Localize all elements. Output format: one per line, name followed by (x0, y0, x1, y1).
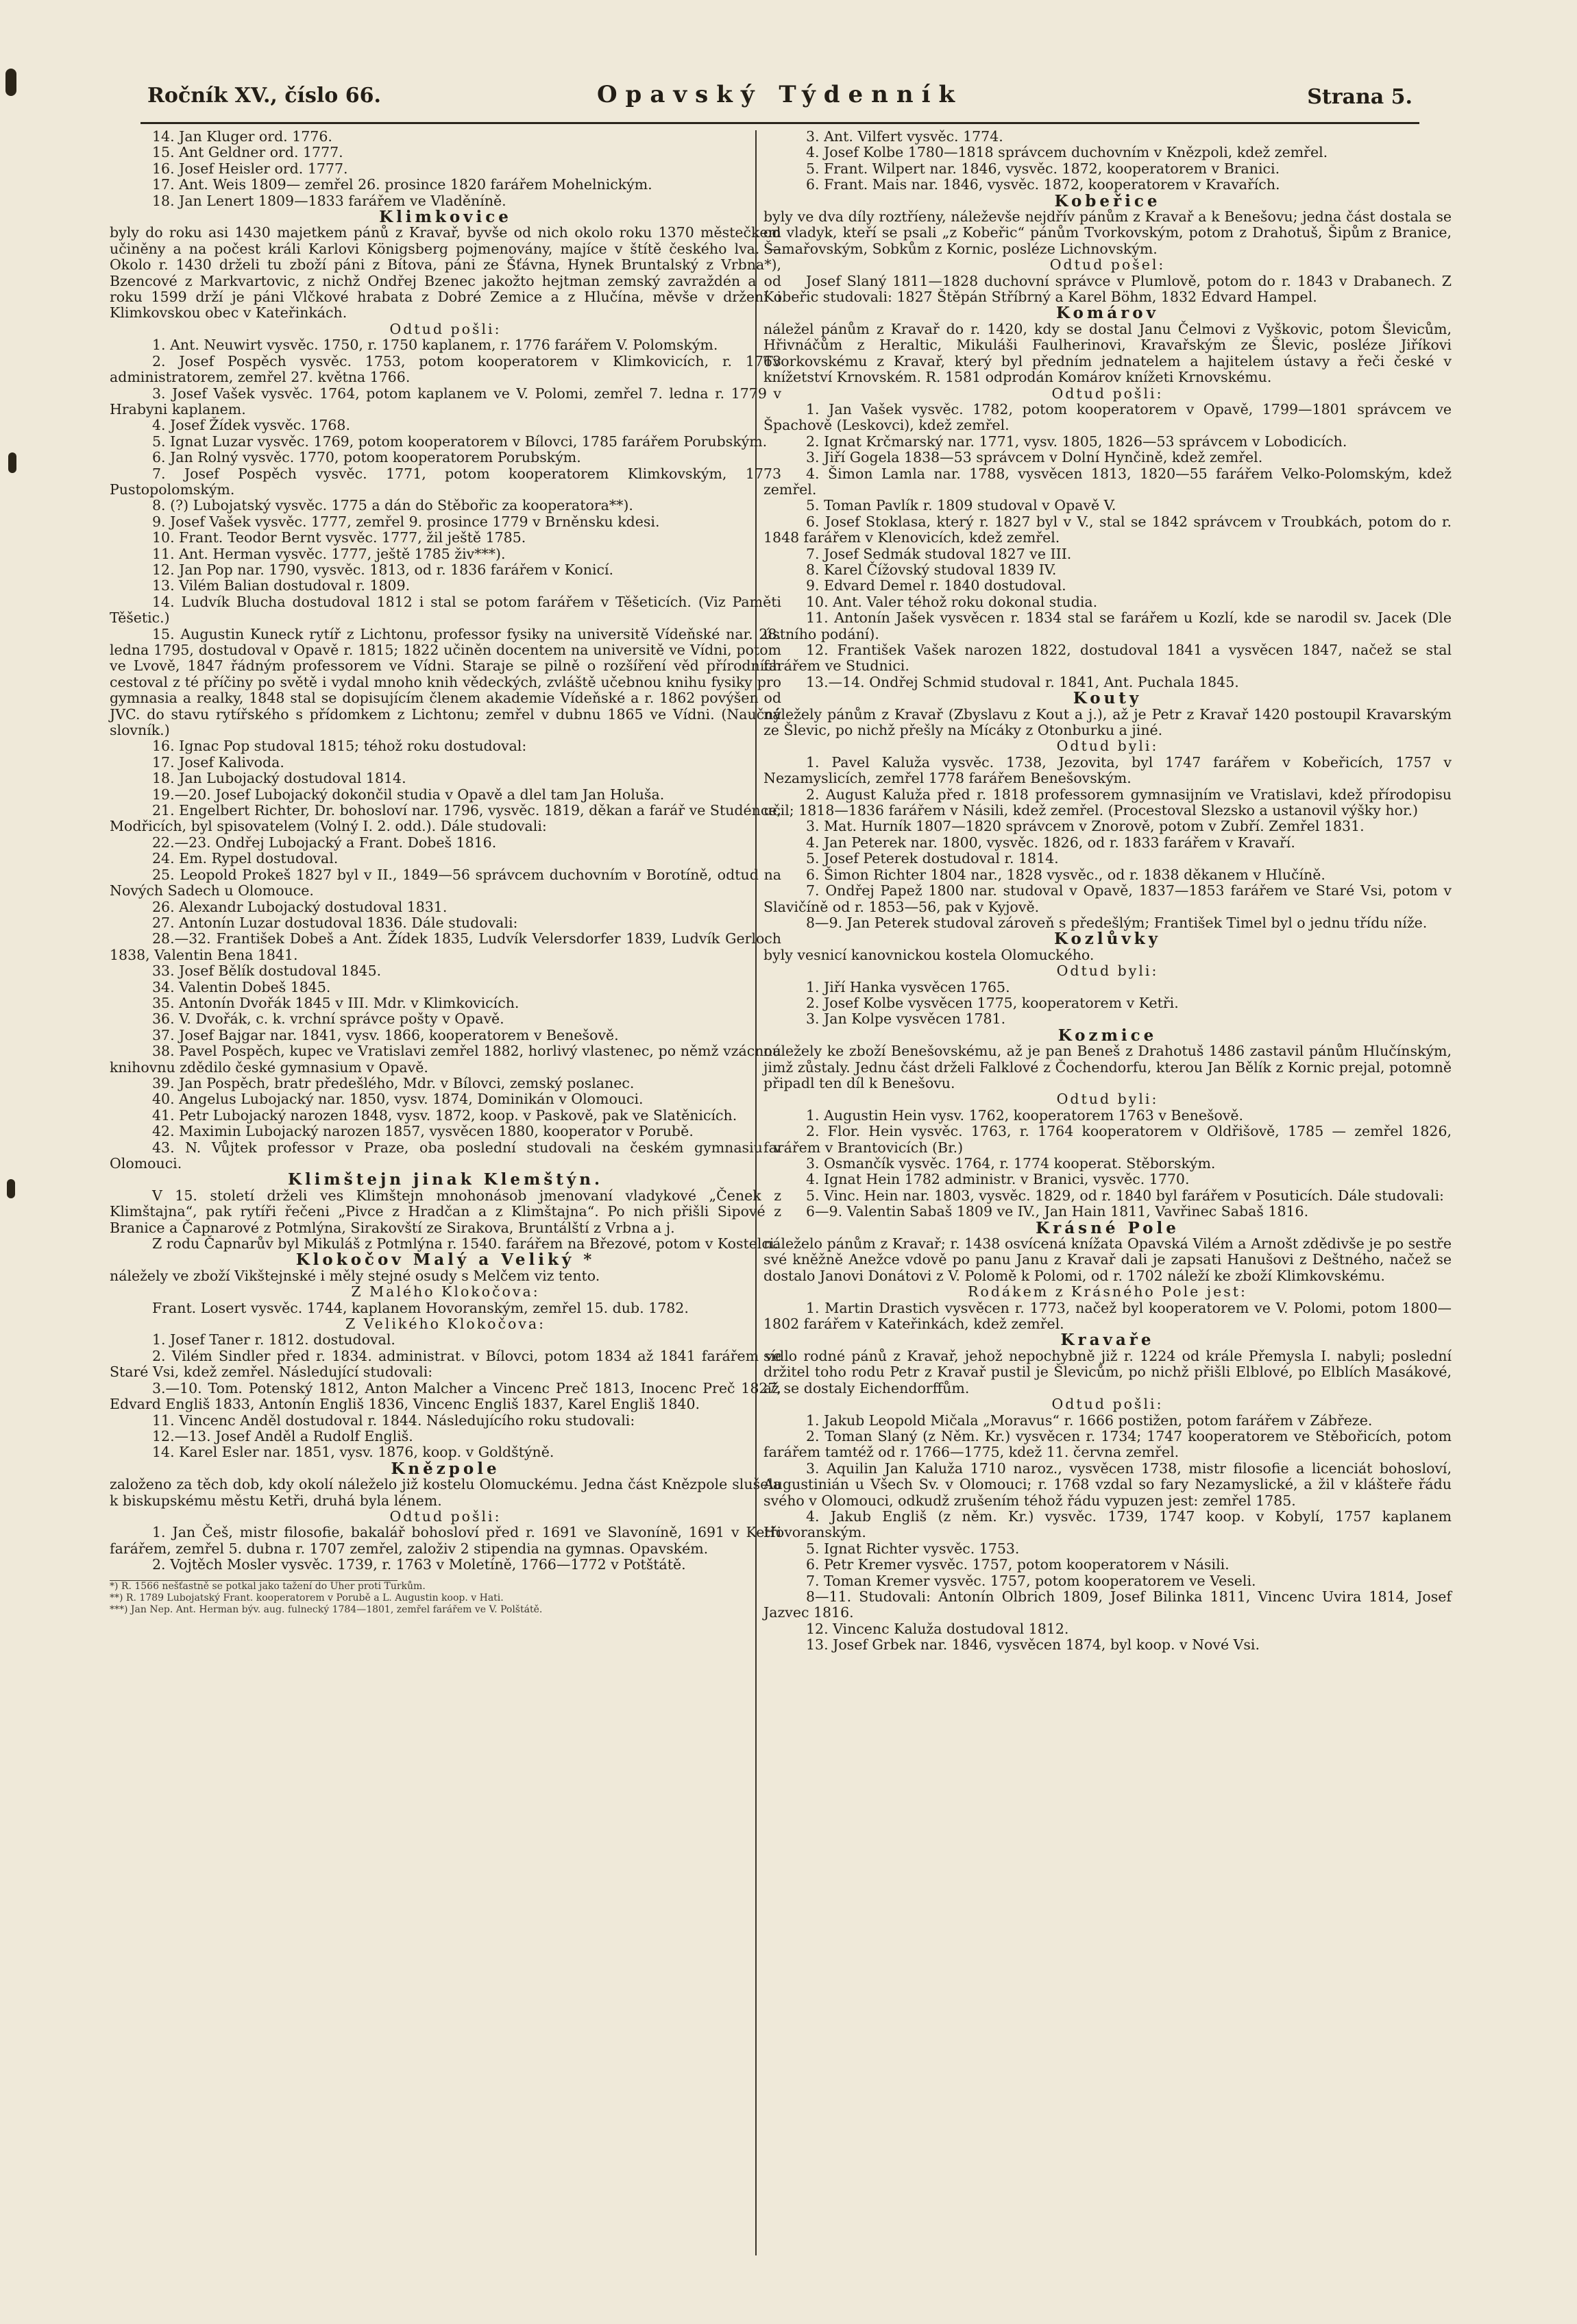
paragraph: 7. Ondřej Papež 1800 nar. studoval v Opavě, 1837—1853 farářem ve Staré Vsi, potom v Slavičíně od r. 1853—56, pak v Kyjově. (763, 882, 1452, 915)
subheading: Odtud pošli: (389, 320, 502, 337)
paragraph: 34. Valentin Dobeš 1845. (152, 978, 331, 995)
paragraph: 15. Augustin Kuneck rytíř z Lichtonu, professor fysiky na universitě Vídeňské nar. 28. ledna 1795, dostudoval v Opavě r. 1815; 1822 učiněn docentem na universitě ve Vídni, potom ve Lvově, 1847 řádným professorem ve Vídni. Staraje se pilně o rozšíření věd přírodních cestoval z té příčiny po světě i vydal mnoho knih vědeckých, zvláště učebnou knihu fysiky pro gymnasia a realky, 1848 stal se dopisujícím členem akademie Vídeňské a r. 1862 povýšen od JVC. do stavu rytířského s přídomkem z Lichtonu; zemřel v dubnu 1865 ve Vídni. (Naučný slovník.) (110, 625, 781, 739)
paragraph: 1. Josef Taner r. 1812. dostudoval. (152, 1331, 395, 1348)
paragraph: 13. Josef Grbek nar. 1846, vysvěcen 1874, byl koop. v Nové Vsi. (806, 1636, 1260, 1654)
left-column (110, 129, 781, 1616)
paragraph: náležel pánům z Kravař do r. 1420, kdy se dostal Janu Čelmovi z Vyškovic, potom Šlevicům, Hřivnáčům z Heraltic, Mikuláši Faulherinovi, Kravařským ze Šlevic, posléze Jiříkovi Tvorkovskému z Kravař, který byl předním jednatelem a hajitelem ústavy a řeči české v knížetství Krnovském. R. 1581 odprodán Komárov knížeti Krnovskému. (763, 320, 1452, 386)
paragraph: 1. Jiří Hanka vysvěcen 1765. (806, 978, 1010, 995)
header-rule (140, 122, 1419, 124)
paragraph: 39. Jan Pospěch, bratr předešlého, Mdr. v Bílovci, zemský poslanec. (152, 1074, 635, 1091)
paragraph: 12.—13. Josef Anděl a Rudolf Engliš. (152, 1427, 413, 1444)
paragraph: 15. Ant Geldner ord. 1777. (152, 144, 343, 161)
paragraph: 26. Alexandr Lubojacký dostudoval 1831. (152, 898, 448, 915)
section-heading: Knězpole (391, 1459, 500, 1478)
paragraph: 12. František Vašek narozen 1822, dostudoval 1841 a vysvěcen 1847, načež se stal farářem ve Studnici. (763, 642, 1452, 675)
section-heading: Klokočov Malý a Veliký * (295, 1250, 596, 1270)
paragraph: 6. Petr Kremer vysvěc. 1757, potom kooperatorem v Násili. (806, 1556, 1230, 1573)
subheading: Odtud pošel: (1049, 256, 1166, 274)
section-heading: Kozmice (1058, 1026, 1158, 1045)
paragraph: 6. Šimon Richter 1804 nar., 1828 vysvěc., od r. 1838 děkanem v Hlučíně. (806, 866, 1325, 883)
paragraph: 25. Leopold Prokeš 1827 byl v II., 1849—56 správcem duchovním v Borotíně, odtud na Nových Sadech u Olomouce. (110, 866, 781, 899)
footnote: ***) Jan Nep. Ant. Herman býv. aug. fulnecký 1784—1801, zemřel farářem ve V. Polštátě. (110, 1603, 543, 1615)
paragraph: 19.—20. Josef Lubojacký dokončil studia v Opavě a dlel tam Jan Holuša. (152, 786, 665, 803)
paragraph: 14. Ludvík Blucha dostudoval 1812 i stal se potom farářem v Těšeticích. (Viz Paměti Těšetic.) (110, 593, 781, 627)
paragraph: 4. Ignat Hein 1782 administr. v Branici, vysvěc. 1770. (806, 1171, 1190, 1188)
binding-mark (8, 452, 16, 473)
paragraph: sídlo rodné pánů z Kravař, jehož nepochybně již r. 1224 od krále Přemysla I. nabyli; poslední držitel toho rodu Petr z Kravař pustil je Šlevicům, po nichž přišli Elblové, po Elblích Masákové, až se dostaly Eichendorffům. (763, 1347, 1452, 1396)
paragraph: 18. Jan Lenert 1809—1833 farářem ve Vladěníně. (152, 192, 506, 209)
paragraph: založeno za těch dob, kdy okolí náleželo již kostelu Olomuckému. Jedna část Knězpole slušela k biskupskému městu Ketři, druhá byla lénem. (110, 1476, 781, 1509)
paragraph: 17. Josef Kalivoda. (152, 753, 284, 771)
paragraph: 24. Em. Rypel dostudoval. (152, 850, 339, 867)
section-heading: Kobeřice (1054, 191, 1161, 210)
page-number: Strana 5. (1307, 85, 1413, 109)
issue-number: Ročník XV., číslo 66. (147, 84, 381, 108)
section-heading: Klimštejn jinak Klemštýn. (287, 1170, 604, 1189)
paragraph: 17. Ant. Weis 1809— zemřel 26. prosince 1820 farářem Mohelnickým. (152, 176, 652, 193)
paragraph: 1. Ant. Neuwirt vysvěc. 1750, r. 1750 kaplanem, r. 1776 farářem V. Polomským. (152, 337, 718, 354)
binding-mark (7, 1179, 15, 1198)
paragraph: 13.—14. Ondřej Schmid studoval r. 1841, Ant. Puchala 1845. (806, 673, 1239, 690)
paragraph: 2. Josef Kolbe vysvěcen 1775, kooperatorem v Ketři. (806, 994, 1179, 1011)
paragraph: 4. Josef Žídek vysvěc. 1768. (152, 417, 350, 434)
paragraph: 16. Ignac Pop studoval 1815; téhož roku dostudoval: (152, 738, 527, 755)
paragraph: 3. Mat. Hurník 1807—1820 správcem v Znorově, potom v Zubří. Zemřel 1831. (806, 818, 1365, 835)
right-column (763, 129, 1452, 1654)
paragraph: 8. (?) Lubojatský vysvěc. 1775 a dán do Stěbořic za kooperatora**). (152, 497, 633, 514)
paragraph: 41. Petr Lubojacký narozen 1848, vysv. 1872, koop. v Paskově, pak ve Slatěnicích. (152, 1106, 737, 1124)
paragraph: 9. Edvard Demel r. 1840 dostudoval. (806, 577, 1066, 594)
paragraph: 3. Osmančík vysvěc. 1764, r. 1774 kooperat. Stěborským. (806, 1155, 1216, 1172)
paragraph: 14. Jan Kluger ord. 1776. (152, 128, 332, 145)
paragraph: 36. V. Dvořák, c. k. vrchní správce pošty v Opavě. (152, 1010, 504, 1028)
subheading: Odtud pošli: (389, 1508, 502, 1525)
paragraph: 28.—32. František Dobeš a Ant. Žídek 1835, Ludvík Velersdorfer 1839, Ludvík Gerloch 1838, Valentin Bena 1841. (110, 930, 781, 963)
subheading: Z Malého Klokočova: (351, 1283, 540, 1300)
paragraph: 3. Aquilin Jan Kaluža 1710 naroz., vysvěcen 1738, mistr filosofie a licenciát bohosloví, Augustinián u Všech Sv. v Olomouci; r. 1768 vzdal so fary Nezamyslické, a žil v klášteře řádu svého v Olomouci, odkudž zrušením téhož řádu vypuzen jest: zemřel 1785. (763, 1460, 1452, 1509)
paragraph: 14. Karel Esler nar. 1851, vysv. 1876, koop. v Goldštýně. (152, 1444, 554, 1461)
paragraph: 7. Josef Sedmák studoval 1827 ve III. (806, 545, 1072, 562)
paragraph: 5. Toman Pavlík r. 1809 studoval v Opavě V. (806, 497, 1116, 514)
paragraph: 16. Josef Heisler ord. 1777. (152, 160, 348, 177)
section-heading: Komárov (1056, 304, 1159, 323)
paragraph: 11. Ant. Herman vysvěc. 1777, ještě 1785 živ***). (152, 545, 506, 562)
paragraph: 2. Vojtěch Mosler vysvěc. 1739, r. 1763 v Moletíně, 1766—1772 v Potštátě. (152, 1556, 686, 1573)
paragraph: 5. Vinc. Hein nar. 1803, vysvěc. 1829, od r. 1840 byl farářem v Posuticích. Dále studovali: (806, 1187, 1444, 1204)
paragraph: náležely ve zboží Vikštejnské i měly stejné osudy s Melčem viz tento. (110, 1267, 600, 1284)
paragraph: 1. Jan Vašek vysvěc. 1782, potom kooperatorem v Opavě, 1799—1801 správcem ve Špachově (Leskovci), kdež zemřel. (763, 400, 1452, 434)
subheading: Odtud byli: (1056, 1091, 1159, 1108)
paragraph: 18. Jan Lubojacký dostudoval 1814. (152, 770, 406, 787)
paragraph: 9. Josef Vašek vysvěc. 1777, zemřel 9. prosince 1779 v Brněnsku kdesi. (152, 513, 660, 530)
subheading: Z Velikého Klokočova: (345, 1316, 546, 1333)
section-heading: Kravaře (1060, 1331, 1155, 1350)
paragraph: 11. Vincenc Anděl dostudoval r. 1844. Následujícího roku studovali: (152, 1412, 635, 1429)
paragraph: 3. Ant. Vilfert vysvěc. 1774. (806, 128, 1003, 145)
paragraph: 6. Jan Rolný vysvěc. 1770, potom kooperatorem Porubským. (152, 449, 581, 466)
paragraph: Z rodu Čapnarův byl Mikuláš z Potmlýna r. 1540. farářem na Březové, potom v Kostelci. (152, 1235, 779, 1252)
paragraph: 2. Toman Slaný (z Něm. Kr.) vysvěcen r. 1734; 1747 kooperatorem ve Stěbořicích, potom farářem tamtéž od r. 1766—1775, kdež 11. června zemřel. (763, 1427, 1452, 1461)
paragraph: 2. Flor. Hein vysvěc. 1763, r. 1764 kooperatorem v Oldřišově, 1785 — zemřel 1826, farářem v Brantovicích (Br.) (763, 1123, 1452, 1156)
paragraph: náležely pánům z Kravař (Zbyslavu z Kout a j.), až je Petr z Kravař 1420 postoupil Kravarským ze Šlevic, po nichž přešly na Mícáky z Otonburku a jiné. (763, 705, 1452, 739)
paragraph: 27. Antonín Luzar dostudoval 1836. Dále studovali: (152, 914, 518, 931)
paragraph: 7. Josef Pospěch vysvěc. 1771, potom kooperatorem Klimkovským, 1773 Pustopolomským. (110, 465, 781, 498)
paragraph: 37. Josef Bajgar nar. 1841, vysv. 1866, kooperatorem v Benešově. (152, 1026, 619, 1043)
paragraph: 7. Toman Kremer vysvěc. 1757, potom kooperatorem ve Veseli. (806, 1572, 1256, 1589)
paragraph: náležely ke zboží Benešovskému, až je pan Beneš z Drahotuš 1486 zastavil pánům Hlučínským, jimž zůstaly. Jednu část drželi Falklové z Čochendorfu, kterou Jan Bělík z Kornic prejal, potomně připadl ten díl k Benešovu. (763, 1043, 1452, 1091)
paragraph: 12. Vincenc Kaluža dostudoval 1812. (806, 1620, 1069, 1637)
paragraph: 1. Jan Češ, mistr filosofie, bakalář bohosloví před r. 1691 ve Slavoníně, 1691 v Ketři farářem, zemřel 5. dubna r. 1707 zemřel, založiv 2 stipendia na gymnas. Opavském. (110, 1524, 781, 1557)
paragraph: 8—9. Jan Peterek studoval zároveň s předešlým; František Timel byl o jednu třídu níže. (806, 914, 1428, 931)
section-heading: Kozlůvky (1053, 930, 1161, 949)
paragraph: náleželo pánům z Kravař; r. 1438 osvícená knížata Opavská Vilém a Arnošt zdědivše je po sestře své kněžně Anežce vdově po panu Janu z Kravař dali je zapsati Hanušovi z Deštného, načež se dostalo Janovi Donátovi z V. Polomě k Polomi, od r. 1702 náleží ke zboží Klimkovskému. (763, 1235, 1452, 1284)
paragraph: 5. Ignat Richter vysvěc. 1753. (806, 1540, 1020, 1557)
paragraph: 11. Antonín Jašek vysvěcen r. 1834 stal se farářem u Kozlí, kde se narodil sv. Jacek (Dle ústního podání). (763, 609, 1452, 642)
paragraph: 8. Karel Čížovský studoval 1839 IV. (806, 561, 1057, 578)
paragraph: 5. Josef Peterek dostudoval r. 1814. (806, 850, 1059, 867)
paragraph: 2. Vilém Sindler před r. 1834. administrat. v Bílovci, potom 1834 až 1841 farářem ve Staré Vsi, kdež zemřel. Následující studovali: (110, 1347, 781, 1381)
subheading: Odtud byli: (1056, 963, 1159, 980)
footnote: *) R. 1566 nešťastně se potkal jako tažení do Uher proti Turkům. (110, 1580, 426, 1592)
paragraph: 42. Maximin Lubojacký narozen 1857, vysvěcen 1880, kooperator v Porubě. (152, 1123, 694, 1140)
paragraph: 6—9. Valentin Sabaš 1809 ve IV., Jan Hain 1811, Vavřinec Sabaš 1816. (806, 1203, 1309, 1220)
paragraph: 4. Šimon Lamla nar. 1788, vysvěcen 1813, 1820—55 farářem Velko-Polomským, kdež zemřel. (763, 465, 1452, 498)
paragraph: 40. Angelus Lubojacký nar. 1850, vysv. 1874, Dominikán v Olomouci. (152, 1091, 644, 1108)
paragraph: 38. Pavel Pospěch, kupec ve Vratislavi zemřel 1882, horlivý vlastenec, po němž vzácnou knihovnu zdědilo české gymnasium v Opavě. (110, 1043, 781, 1076)
paragraph: 1. Martin Drastich vysvěcen r. 1773, načež byl kooperatorem ve V. Polomi, potom 1800—1802 farářem v Kateřinkách, kdež zemřel. (763, 1299, 1452, 1333)
paragraph: 8—11. Studovali: Antonín Olbrich 1809, Josef Bilinka 1811, Vincenc Uvira 1814, Josef Jazvec 1816. (763, 1588, 1452, 1621)
section-heading: Klimkovice (379, 208, 512, 227)
paragraph: 6. Frant. Mais nar. 1846, vysvěc. 1872, kooperatorem v Kravařích. (806, 176, 1280, 193)
newspaper-title: Opavský Týdenník (596, 81, 964, 108)
paragraph: 35. Antonín Dvořák 1845 v III. Mdr. v Klimkovicích. (152, 994, 519, 1011)
section-heading: Krásné Pole (1036, 1218, 1179, 1237)
subheading: Odtud pošli: (1051, 385, 1164, 402)
paragraph: 2. Josef Pospěch vysvěc. 1753, potom kooperatorem v Klimkovicích, r. 1763 administratorem, zemřel 27. května 1766. (110, 352, 781, 386)
paragraph: 3. Jan Kolpe vysvěcen 1781. (806, 1010, 1006, 1028)
paragraph: 5. Frant. Wilpert nar. 1846, vysvěc. 1872, kooperatorem v Branici. (806, 160, 1280, 177)
paragraph: 43. N. Vůjtek professor v Praze, oba poslední studovali na českém gymnasiu v Olomouci. (110, 1139, 781, 1172)
paragraph: 10. Ant. Valer téhož roku dokonal studia. (806, 593, 1098, 610)
paragraph: 4. Josef Kolbe 1780—1818 správcem duchovním v Knězpoli, kdež zemřel. (806, 144, 1328, 161)
paragraph: 22.—23. Ondřej Lubojacký a Frant. Dobeš 1816. (152, 834, 497, 851)
paragraph: 3. Jiří Gogela 1838—53 správcem v Dolní Hynčině, kdež zemřel. (806, 449, 1263, 466)
section-heading: Kouty (1073, 689, 1142, 708)
binding-mark (5, 69, 16, 96)
paragraph: 1. Jakub Leopold Mičala „Moravus“ r. 1666 postižen, potom farářem v Zábřeze. (806, 1412, 1373, 1429)
paragraph: 2. Ignat Krčmarský nar. 1771, vysv. 1805, 1826—53 správcem v Lobodicích. (806, 433, 1347, 450)
paragraph: 4. Jan Peterek nar. 1800, vysvěc. 1826, od r. 1833 farářem v Kravaří. (806, 834, 1295, 851)
paragraph: V 15. století drželi ves Klimštejn mnohonásob jmenovaní vladykové „Čenek z Klimštajna“, pak rytíři řečeni „Pivce z Hradčan a z Klimštajna“. Po nich přišli Sipové z Branice a Čapnarové z Potmlýna, Sirakovští ze Sirakova, Bruntálští z Vrbna a j. (110, 1187, 781, 1236)
paragraph: byly vesnicí kanovnickou kostela Olomuckého. (763, 946, 1095, 963)
subheading: Rodákem z Krásného Pole jest: (968, 1283, 1247, 1300)
subheading: Odtud pošli: (1051, 1396, 1164, 1413)
paragraph: 10. Frant. Teodor Bernt vysvěc. 1777, žil ještě 1785. (152, 529, 526, 546)
paragraph: 13. Vilém Balian dostudoval r. 1809. (152, 577, 411, 594)
paragraph: 21. Engelbert Richter, Dr. bohosloví nar. 1796, vysvěc. 1819, děkan a farář ve Studénce, Modřicích, byl spisovatelem (Volný I. 2. odd.). Dále studovali: (110, 802, 781, 835)
paragraph: 4. Jakub Engliš (z něm. Kr.) vysvěc. 1739, 1747 koop. v Kobylí, 1757 kaplanem Hovoranským. (763, 1508, 1452, 1541)
subheading: Odtud byli: (1056, 738, 1159, 755)
paragraph: 6. Josef Stoklasa, který r. 1827 byl v V., stal se 1842 správcem v Troubkách, potom do r. 1848 farářem v Klenovicích, kdež zemřel. (763, 513, 1452, 546)
paragraph: 5. Ignat Luzar vysvěc. 1769, potom kooperatorem v Bílovci, 1785 farářem Porubským. (152, 433, 768, 450)
paragraph: Josef Slaný 1811—1828 duchovní správce v Plumlově, potom do r. 1843 v Drabanech. Z Kobeřic studovali: 1827 Štěpán Stříbrný a Karel Böhm, 1832 Edvard Hampel. (763, 272, 1452, 306)
paragraph: 3. Josef Vašek vysvěc. 1764, potom kaplanem ve V. Polomi, zemřel 7. ledna r. 1779 v Hrabyni kaplanem. (110, 385, 781, 417)
paragraph: 12. Jan Pop nar. 1790, vysvěc. 1813, od r. 1836 farářem v Konicí. (152, 561, 614, 578)
paragraph: byly ve dva díly roztříeny, náleževše nejdřív pánům z Kravař a k Benešovu; jedna část dostala se od vladyk, kteří se psali „z Kobeřic“ pánům Tvorkovským, potom z Drahotuš, Šipům z Branice, Šamařovským, Sobkům z Kornic, posléze Lichnovským. (763, 208, 1452, 257)
paragraph: 2. August Kaluža před r. 1818 professorem gymnasijním ve Vratislavi, kdež přírodopisu učil; 1818—1836 farářem v Násili, kdež zemřel. (Procestoval Slezsko a ustanovil výšky hor.) (763, 786, 1452, 819)
paragraph: 1. Pavel Kaluža vysvěc. 1738, Jezovita, byl 1747 farářem v Kobeřicích, 1757 v Nezamyslicích, zemřel 1778 farářem Benešovským. (763, 753, 1452, 787)
paragraph: byly do roku asi 1430 majetkem pánů z Kravař, byvše od nich okolo roku 1370 městečkem učiněny a na počest králi Karlovi Königsberg pojmenovány, majíce v štítě českého lva. — Okolo r. 1430 drželi tu zboží páni z Bítova, páni ze Šťávna, Hynek Bruntalský z Vrbna*), Bzencové z Markvartovic, z nichž Ondřej Bzenec jakožto hejtman zemský zavraždén a od roku 1599 drží je páni Vlčkové hrabata z Dobré Zemice a z Hlučína, měvše v držení i Klimkovskou obec v Kateřinkách. (110, 224, 781, 322)
paragraph: 33. Josef Bělík dostudoval 1845. (152, 963, 382, 980)
paragraph: 1. Augustin Hein vysv. 1762, kooperatorem 1763 v Benešově. (806, 1106, 1244, 1124)
footnote: **) R. 1789 Lubojatský Frant. kooperatorem v Porubě a L. Augustin koop. v Hati. (110, 1592, 504, 1603)
page-header (147, 81, 1413, 119)
paragraph: 3.—10. Tom. Potenský 1812, Anton Malcher a Vincenc Preč 1813, Inocenc Preč 1827, Edvard Engliš 1833, Antonín Engliš 1836, Vincenc Engliš 1837, Karel Engliš 1840. (110, 1379, 781, 1413)
paragraph: Frant. Losert vysvěc. 1744, kaplanem Hovoranským, zemřel 15. dub. 1782. (152, 1299, 689, 1316)
